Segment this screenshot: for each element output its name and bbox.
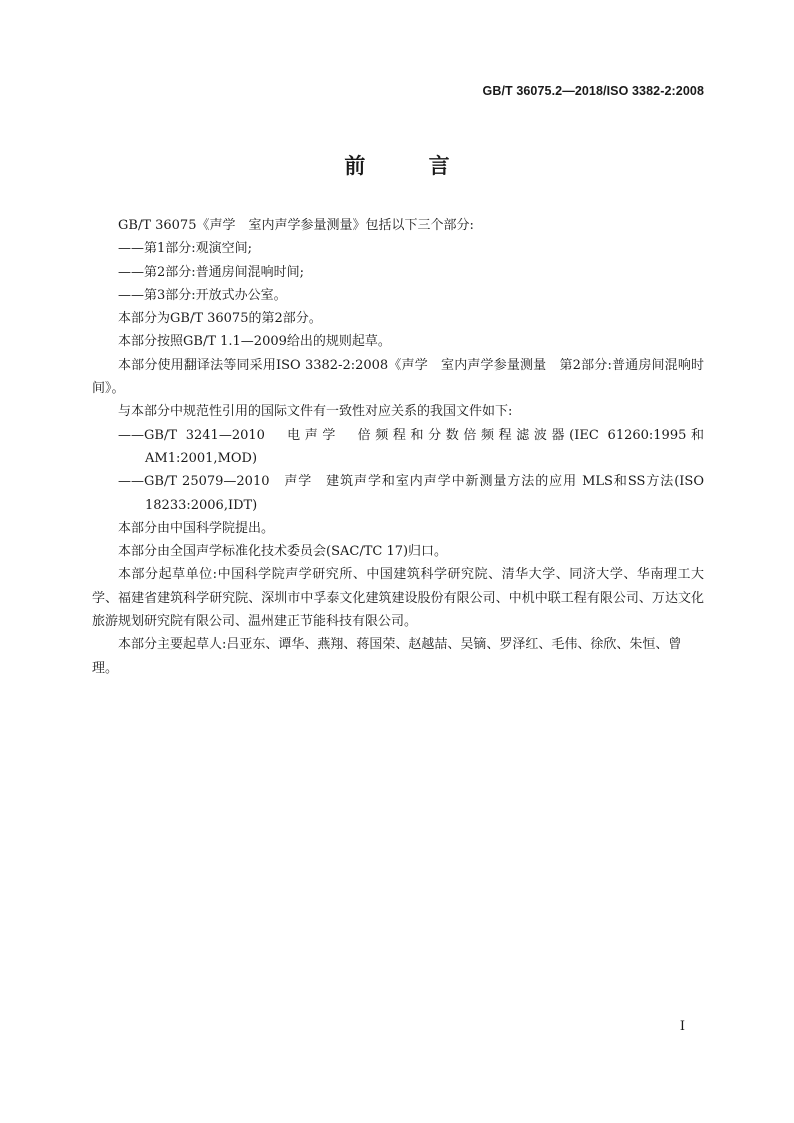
intro-paragraph: GB/T 36075《声学 室内声学参量测量》包括以下三个部分: bbox=[118, 218, 474, 233]
reference-item-2: ——GB/T 25079—2010 声学 建筑声学和室内声学中新测量方法的应用 MLS和SS方法(ISO 18233:2006,IDT) bbox=[118, 474, 704, 513]
references-intro: 与本部分中规范性引用的国际文件有一致性对应关系的我国文件如下: bbox=[118, 404, 513, 420]
foreword-body bbox=[92, 214, 704, 680]
committee-statement: 本部分由全国声学标准化技术委员会(SAC/TC 17)归口。 bbox=[118, 544, 448, 560]
drafting-rules: 本部分按照GB/T 1.1—2009给出的规则起草。 bbox=[118, 334, 391, 350]
reference-item-1: ——GB/T 3241—2010 电声学 倍频程和分数倍频程滤波器(IEC 61260:1995和AM1:2001,MOD) bbox=[118, 427, 704, 466]
page-title: 前 言 bbox=[344, 153, 478, 178]
list-item-part-3: ——第3部分:开放式办公室。 bbox=[118, 287, 287, 303]
standard-code-header: GB/T 36075.2—2018/ISO 3382-2:2008 bbox=[482, 84, 704, 98]
list-item-part-2: ——第2部分:普通房间混响时间; bbox=[118, 264, 305, 280]
part-statement: 本部分为GB/T 36075的第2部分。 bbox=[118, 311, 322, 327]
drafters: 本部分主要起草人:吕亚东、谭华、燕翔、蒋国荣、赵越喆、吴镝、罗泽红、毛伟、徐欣、朱恒、曾理。 bbox=[92, 637, 682, 676]
proposer-statement: 本部分由中国科学院提出。 bbox=[118, 520, 275, 536]
drafting-units: 本部分起草单位:中国科学院声学研究所、中国建筑科学研究院、清华大学、同济大学、华南理工大学、福建省建筑科学研究院、深圳市中孚泰文化建筑建设股份有限公司、中机中联工程有限公司、万达文化旅游规划研究院有限公司、温州建正节能科技有限公司。 bbox=[92, 567, 704, 630]
list-item-part-1: ——第1部分:观演空间; bbox=[118, 241, 253, 257]
page-number: I bbox=[679, 1019, 685, 1034]
adoption-statement: 本部分使用翻译法等同采用ISO 3382-2:2008《声学 室内声学参量测量 第2部分:普通房间混响时间》。 bbox=[92, 357, 704, 397]
